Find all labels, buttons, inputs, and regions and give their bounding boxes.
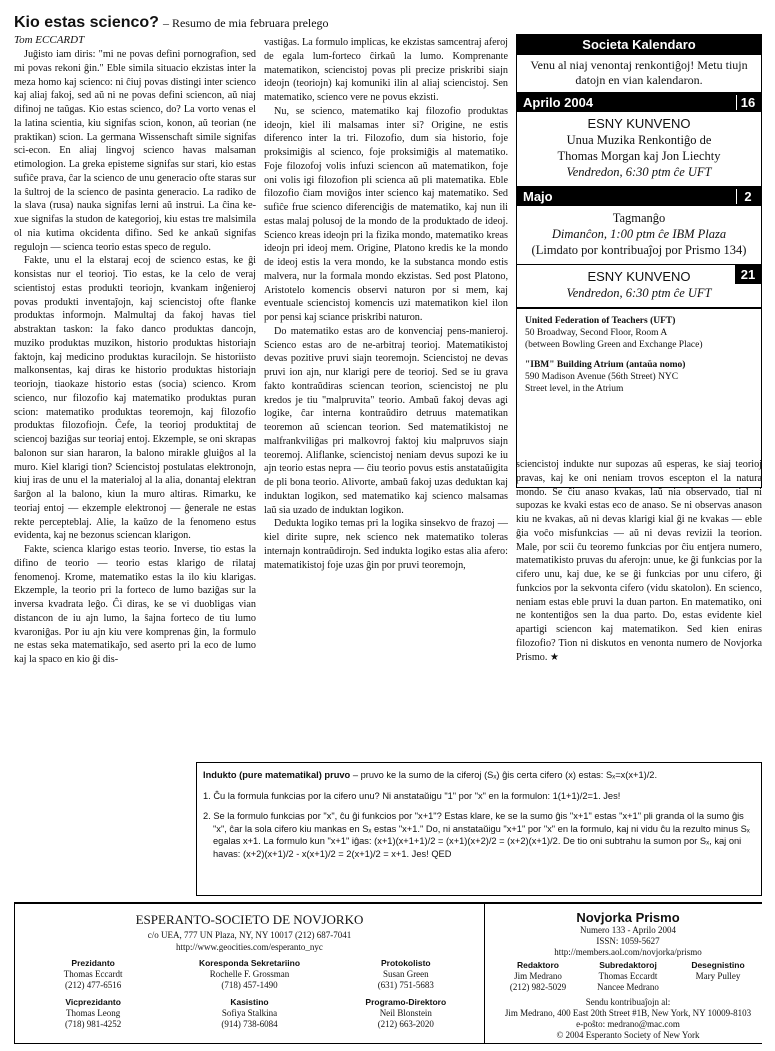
officers-row (15, 997, 484, 1030)
society-info (15, 904, 485, 1044)
proof-title: Indukto (pure matematikal) pruvo (203, 770, 351, 780)
location-name: "IBM" Building Atrium (antaŭa nomo) (525, 360, 686, 370)
location-name: United Federation of Teachers (UFT) (525, 316, 676, 326)
editor-name: Nancee Medrano (597, 982, 659, 992)
officer-title: Prezidanto (71, 958, 115, 968)
article-column-3 (516, 458, 762, 754)
officer-title: Protokolisto (381, 958, 431, 968)
calendar-event (517, 112, 761, 187)
editor-name: Jim Medrano (514, 971, 562, 981)
paragraph: Do matematiko estas aro de konvenciaj pens-manieroj. Scienco estas aro de ne-arbitraj teorioj. Matematikistoj devas pozitive pruvi siajn teoremojn. Sciencistoj ne devas pruvi ion ajn, nur klarigi pere de teorioj. Sed se iu grava fakto kontraŭdiras sciencan teorion, sciencistoj ne plu kredos je tiu "malpruvita" teorio. Ambaŭ fakoj devas agi logike, ĉar interna kontraŭdiro detruus matematikan teoremon aŭ sciencan teorion. Sed matematikistoj ne malfrankviliĝas pri malkovroj faktoj kiu malpruvos siajn teoremoj. Aliflanke, sciencistoj neniam devus supozi ke iu ajn teorio estas nepra — ĉiu teorio povus estis anstataŭigita de pli bona teorio. Alivorte, ambaŭ fakoj uzas deduktan kaj induktan logikon, sed matematiko kaj scienco malsamas laŭ sia uzado de induktan logikon. (264, 325, 508, 516)
calendar-title: Societa Kalendaro (517, 35, 761, 55)
event-time: Vendredon, 6:30 ptm ĉe UFT (566, 165, 712, 179)
paragraph: Nu, se scienco, matematiko kaj filozofio produktas ideojn, kiel ili malsamas inter si? Origine, ne estis diferenco inter la tri. Filozofio, dum sia historio, foje proksimiĝis al scienco, foje proksimiĝis al matematiko. Foje filozofoj volis infuzi sciencon aŭ matematikon, foje oni volis igi filozofion pli scienca aŭ pli matematika. Eble filozofio ĉiam moviĝos inter scienco kaj matematiko. Sed sufiĉe frue scienco diferenciĝis de matematiko, kaj nun ili estas malaj polusoj de la mondo de la produktado de ideoj. Scienco kreas ideojn pri la fizika mondo, matematiko kreas ideojn pri ideoj mem. Origine, Platono kredis ke la mondo de ideoj estis la vera mondo, ke la substanca mondo estis malvera, nur la formala mondo ekzistas. Sed post Platono, Aristotelo komencis observi naturon por si mem, kaj eventuale sciencistoj komencis uzi matematikon kiel ilon por pensi kaj sciance priskribi naturon. (264, 105, 508, 323)
officers-row (15, 958, 484, 991)
officer-phone: (718) 457-1490 (221, 980, 278, 990)
officer-name: Susan Green (382, 969, 429, 979)
proof-step: 1. Ĉu la formula funkcias por la cifero unu? Ni anstataŭigu "1" por "x" en la formulon: 1(1+1)/2=1. Jes! (203, 790, 621, 801)
officer (190, 997, 308, 1030)
proof-step: 2. Se la formulo funkcias por "x", ĉu ĝi funkcios por "x+1"? Estas klare, ke se la sumo ĝis "x+1" estas "x+1" pli granda ol la sumo ĝis "x", ĉar la sola cifero kiu mankas en Sₓ estas "x+1." Do, ni anstataŭigu "x+1" por "x" en la formulo, kaj ni vidu ĉu la rezulto minus Sₓ egalas x+1. La formulo kun "x+1" iĝas: (x+1)(x+1+1)/2 = (x+1)(x+2)/2 = (x+2)(x+1)/2. De tio oni subtrahu la sumon por Sₓ, kaj oni havas: (x+2)(x+1)/2 - x(x+1)/2 = 2(x+1)/2 = x+1. Jes! QED (203, 811, 750, 859)
editors-row (493, 960, 763, 993)
officer-phone: (212) 663-2020 (377, 1019, 434, 1029)
paragraph: Dedukta logiko temas pri la logika sinsekvo de frazoj — kiel dirite supre, nek scienco nek matematiko toleras internajn kontraŭdirojn. Sed indukta logiko estas alia afero: matematikistoj foje uzas ĝin por pruvi teoremojn, (264, 518, 508, 571)
article-author: Tom ECCARDT (14, 34, 85, 46)
event-title: ESNY KUNVENO (587, 116, 691, 131)
officer-name: Sofiya Stalkina (221, 1008, 278, 1018)
location-list (517, 309, 761, 395)
event-day: 2 (744, 189, 752, 204)
proof-statement: – pruvo ke la sumo de la ciferoj (Sₓ) ĝis certa cifero (x) estas: Sₓ=x(x+1)/2. (350, 770, 658, 780)
location-address: (between Bowling Green and Exchange Place) (525, 340, 703, 350)
submission-email: e-poŝto: medrano@mac.com (576, 1019, 680, 1029)
event-note: (Limdato por kontribuaĵoj por Prismo 134) (531, 243, 747, 257)
newsletter-title: Novjorka Prismo (576, 910, 680, 925)
calendar-event (517, 265, 761, 308)
officer-title: Vicprezidanto (65, 997, 121, 1007)
officer-name: Neil Blonstein (379, 1008, 432, 1018)
event-title: ESNY KUNVENO (587, 269, 691, 284)
officer (190, 958, 308, 991)
month-bar-may (517, 187, 761, 206)
event-time: Dimanĉon, 1:00 ptm ĉe IBM Plaza (551, 227, 727, 241)
officer-title: Kasistino (230, 997, 269, 1007)
month-name: Aprilo 2004 (523, 95, 594, 110)
paragraph: Fakte, scienca klarigo estas teorio. Inverse, tio estas la difino de teorio — teorio estas klarigo de rilataj fenomenoj. Krome, matematiko estas la ilo kiu klarigas. Ekzemple, la teorio pri la forteco de lumo baziĝas sur la inversa kvadrata leĝo. Ĉi diras, ke se vi duobligas vian distancon de iu ajn lumo, la ŝajna forteco de tiu lumo kvaroniĝas. Por iu ajn kiu vere komprenas ĝin, la formulo ne estas seka matematikaĵo, sed aserto pri la eco de lumo kaj la spaco en kio ĝi dis- (14, 544, 256, 665)
paragraph: Juĝisto iam diris: "mi ne povas defini pornografion, sed mi povas rekoni ĝin." Eble simila situacio ekzistas inter la meza homo kaj scienco: ni ĉiuj povas distingi inter scienco kaj aliaj fakoj, sed aŭ ni ne povas defini sciencon, aŭ niaj difinoj ne taŭgas. Kio estas scienco, do? La vorto venas el la latina scientia, kiu signifas scion, konon, aŭ teorian (ne praktikan) scion. La germana Wissenschaft simile signifas sci-econ. En aliaj lingvoj scienco havas malsaman etimologion. La greka episteme signifas sur stari, kio estas sufiĉe prava, ĉar la scienco de unu generacio ofte staras sur la ŝultroj de la scienco de pasinta generacio. La radiko de la slava (rusa) nauka signifas lerni aŭ instrui. La ĉina ke-xue signifas la studon de kategorioj, kiu estas tre malsimila ol nia kutima okcidenta difino. Sed ke ankaŭ signifas regulojn — scienca teorio estas speco de regulo. (14, 49, 256, 253)
officer-name: Rochelle F. Grossman (209, 969, 290, 979)
submission-label: Sendu kontribuaĵojn al: (585, 997, 671, 1007)
officer-name: Thomas Eccardt (63, 969, 123, 979)
newsletter-issn: ISSN: 1059-5627 (596, 936, 660, 946)
officer (34, 958, 152, 991)
editor-phone: (212) 982-5029 (509, 982, 567, 992)
officer-name: Thomas Leong (66, 1008, 121, 1018)
location-address: 590 Madison Avenue (56th Street) NYC (525, 372, 679, 382)
month-bar-april (517, 93, 761, 112)
officer (347, 958, 465, 991)
society-name: ESPERANTO-SOCIETO DE NOVJORKO (135, 912, 364, 927)
editor-title: Desegnistino (691, 960, 745, 970)
month-name: Majo (523, 189, 553, 204)
spacer (525, 351, 753, 359)
calendar-event-block (517, 265, 761, 309)
officer (347, 997, 465, 1030)
event-day: 21 (735, 265, 761, 284)
editor-title: Subredaktoroj (599, 960, 657, 970)
proof-heading (203, 769, 755, 782)
article-headline (14, 14, 514, 32)
calendar-intro: Venu al niaj venontaj renkontiĝoj! Metu tiujn datojn en vian kalendaron. (517, 55, 761, 93)
officer-phone: (718) 981-4252 (65, 1019, 122, 1029)
copyright: © 2004 Esperanto Society of New York (556, 1030, 700, 1040)
paragraph: Fakte, unu el la elstaraj ecoj de scienco estas, ke ĝi konsistas nur el teorioj. Tio estas, ke la celo de veraj scientistoj estas produkti teoriojn, kvankam inĝenieroj povas produkti inventaĵojn, kaj sciencistoj ofte flanke produktas informojn. Malmultaj da fakoj havas tiel abstraktan taskon: la fako danco produktas dancojn, muziko produktas muzikon, historio produktas historiajn faktojn, kaj medicino produktas kuracilojn. Se historiisto malkonsentas, kaj diras ke historio produktas historiajn teoriojn, tiaokaze historio estas (socia) scienco. Krom scienco, nur filozofio kaj matematiko produktas puran scion: matematiko produktas teoremojn, kaj filozofio produktas filozofiojn. Ĉefe, la teorioj produktitaj de sciencoj baziĝas sur teoriaj entoj. Ekzemple, se oni skrapas balonon sur sian hararon, la balono mirakle gluiĝos al la muro. Kiel klarigi tion? Sciencistoj postulatas elektronojn, kiuj iras de unu el la materialoj al la alia, donantaj elektran ŝarĝon al la balono, kiun la muro altiras. Rimarku, ke teoriaj entoj — ekzemple elektronoj — ĝenerale ne estas rekte percepteblaj. Alie, la kaŭzo de la fenomeno estus evidenta, kaj ne bezonus sciencan klarigon. (14, 255, 256, 542)
calendar-event (517, 206, 761, 265)
paragraph: sciencistoj indukte nur supozas aŭ esperas, ke siaj teorioj pravas, kaj ke oni neniam trovos escepton el la natura mondo. Se ĉiu anaso kvakas, laŭ nia observado, tial ni supozas ke kvaki estas eco de anaso. Se ni observas anason kiu ne kvakas, aŭ ni devas klarigi kial ĝi ne kvakas — eble ĝia voĉo misfunkcias — aŭ ni devas revizii la teorion. Male, por scii ĉu teoremo funkcias por ĉiu entjera numero, matematikisto pruvas du aferojn: unue, ke ĝi funkcias por la cifero unu, kaj due, ke se ĝi funkcias por unu cifero, ĝi funkcios por la sekvonta cifero (vidu skatolon). En scienco, neniam estas eble pruvi la duan parton. En matematiko, oni ne kontentiĝos sen la dua parto. Do, estas evidente kiel apartigi sciencon kaj matematikon. Sed kien eniras filozofio? Tion ni diskutos en venonta numero de Novjorka Prismo. ★ (516, 459, 762, 663)
event-detail: Unua Muzika Renkontiĝo de (566, 133, 712, 147)
editor-name: Mary Pulley (695, 971, 741, 981)
officer (34, 997, 152, 1030)
officer-title: Programo-Direktoro (365, 997, 447, 1007)
society-calendar (516, 34, 762, 488)
editor-name: Thomas Eccardt (598, 971, 658, 981)
event-title: Tagmanĝo (612, 211, 666, 225)
paragraph: vastiĝas. La formulo implicas, ke ekzistas samcentraj aferoj de egala lum-forteco ĉirkaŭ la lumo. Komprenante matematikon, sciencistoj povas pli precize priskribi siajn ideojn (teoriojn) kaj komuniki ilin al aliaj sciencistoj. Sen matematiko, scienco vere ne povus ekzisti. (264, 37, 508, 103)
event-time: Vendredon, 6:30 ptm ĉe UFT (566, 286, 712, 300)
event-detail: Thomas Morgan kaj Jon Liechty (557, 149, 721, 163)
submission-address: Jim Medrano, 400 East 20th Street #1B, New York, NY 10009-8103 (504, 1008, 752, 1018)
editor-title: Redaktoro (516, 960, 560, 970)
editor (585, 960, 671, 993)
society-address: c/o UEA, 777 UN Plaza, NY, NY 10017 (212) 687-7041 (147, 930, 352, 940)
article-subtitle: – Resumo de mia februara prelego (162, 16, 329, 30)
newsletter-issue: Numero 133 - Aprilo 2004 (580, 925, 676, 935)
editor (495, 960, 581, 993)
newsletter-website: http://members.aol.com/novjorka/prismo (554, 947, 702, 957)
officer-phone: (212) 477-6516 (65, 980, 122, 990)
officer-title: Korespondа Sekretariino (198, 958, 301, 968)
event-day: 16 (740, 95, 756, 110)
officer-phone: (631) 751-5683 (377, 980, 434, 990)
newsletter-info (493, 904, 763, 1044)
society-website: http://www.geocities.com/esperanto_nyc (176, 942, 323, 952)
article-column-2 (264, 36, 508, 762)
officer-phone: (914) 738-6084 (221, 1019, 278, 1029)
submission-info (493, 997, 763, 1041)
article-title: Kio estas scienco? (14, 14, 159, 31)
location-address: 50 Broadway, Second Floor, Room A (525, 328, 668, 338)
induction-proof-box (196, 762, 762, 896)
masthead-footer (14, 902, 762, 1044)
editor (675, 960, 761, 993)
location-address: Street level, in the Atrium (525, 384, 624, 394)
